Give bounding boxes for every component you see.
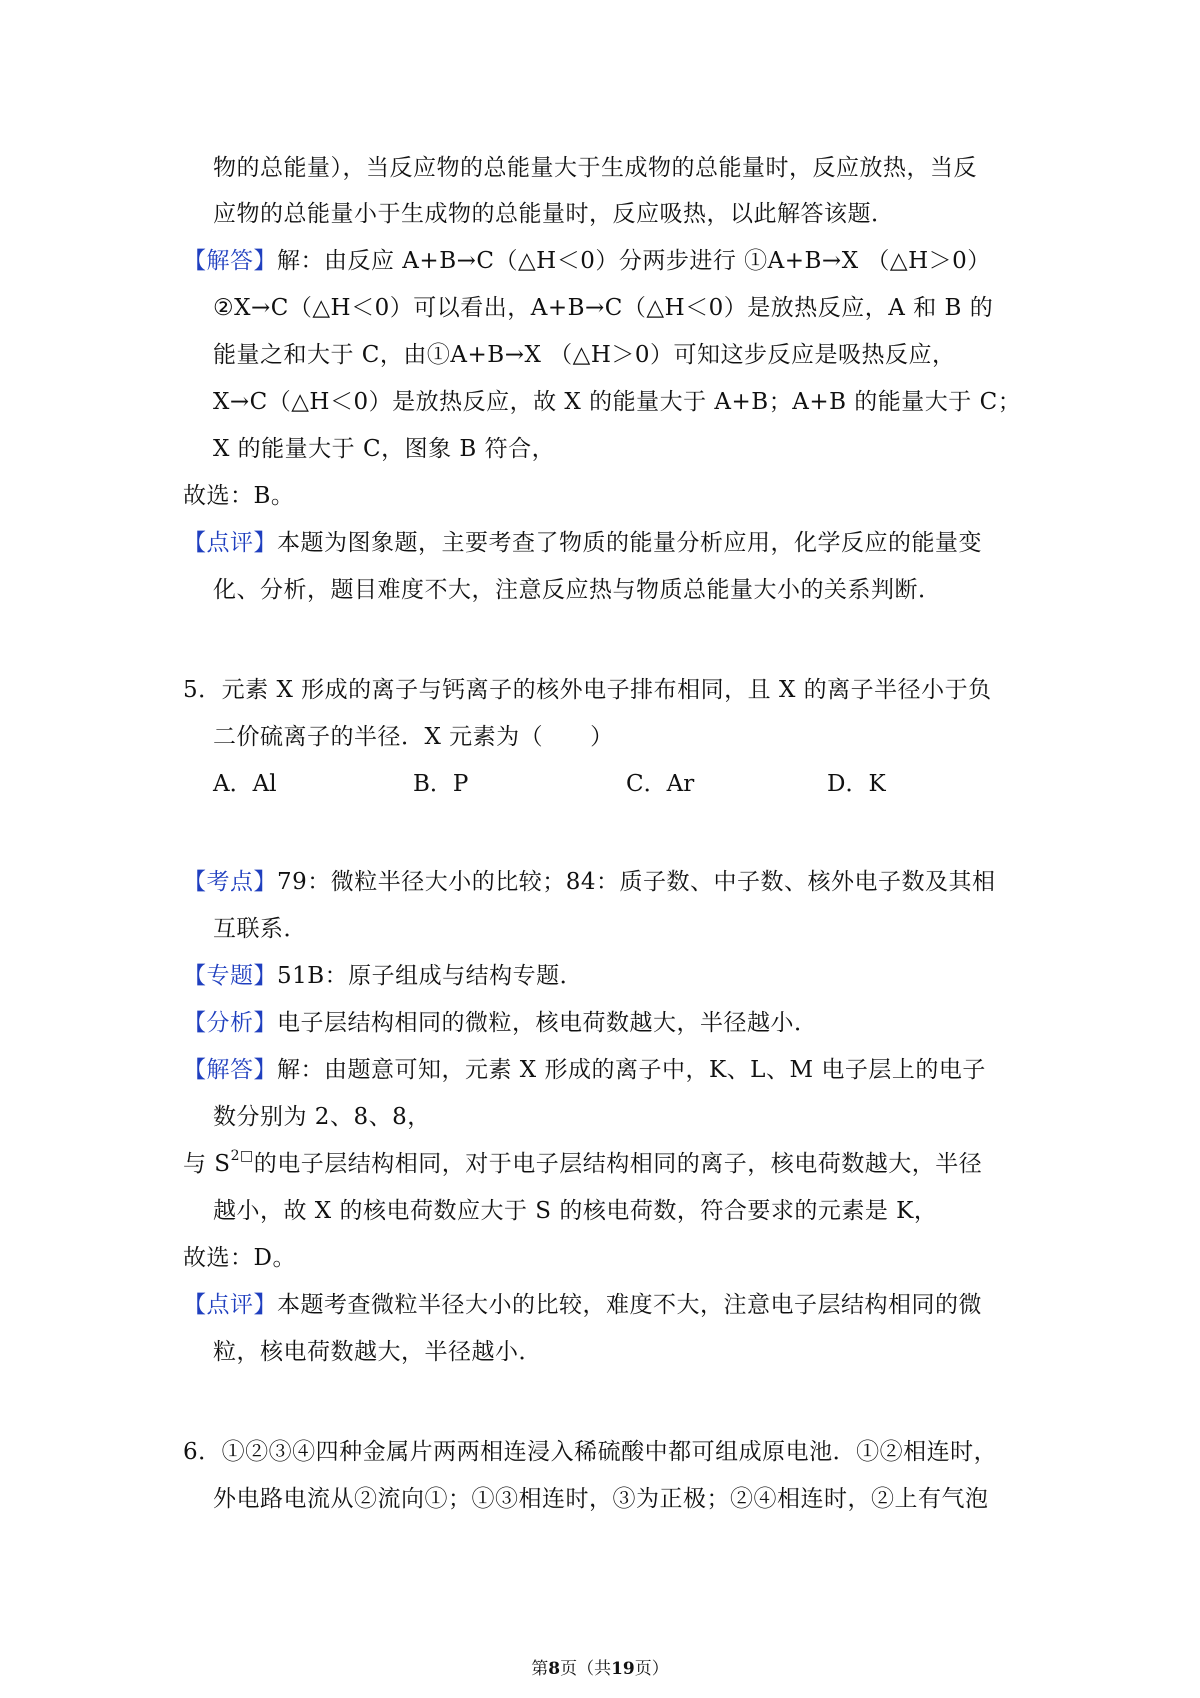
choice-line: 故选：D。: [183, 1245, 296, 1271]
comment-text: 本题为图象题，主要考查了物质的能量分析应用，化学反应的能量变: [277, 530, 982, 556]
answer-line: [183, 1148, 982, 1180]
kaodian-line: 互联系．: [213, 916, 307, 942]
comment-tag: 【点评】: [183, 530, 277, 556]
kaodian-block: [183, 866, 996, 898]
page-footer: [0, 1658, 1200, 1680]
answer-tag: 【解答】: [183, 248, 277, 274]
charge-superscript: 2□: [230, 1148, 254, 1165]
answer-text: 解：由题意可知，元素 X 形成的离子中，K、L、M 电子层上的电子: [277, 1057, 986, 1083]
answer-post: 的电子层结构相同，对于电子层结构相同的离子，核电荷数越大，半径: [253, 1151, 983, 1177]
analysis-continuation-line: 物的总能量），当反应物的总能量大于生成物的总能量时，反应放热，当反: [213, 155, 977, 181]
option-c: C．Ar: [626, 771, 695, 797]
kaodian-text: 79：微粒半径大小的比较；84：质子数、中子数、核外电子数及其相: [277, 869, 996, 895]
answer-line: ②X→C（△H＜0）可以看出，A+B→C（△H＜0）是放热反应，A 和 B 的: [213, 295, 994, 321]
comment-tag: 【点评】: [183, 1292, 277, 1318]
comment-line: 粒，核电荷数越大，半径越小．: [213, 1339, 542, 1365]
footer-pre: 第: [531, 1659, 549, 1679]
answer-block: [183, 245, 991, 277]
answer-line: 越小，故 X 的核电荷数应大于 S 的核电荷数，符合要求的元素是 K，: [213, 1198, 938, 1224]
comment-text: 本题考查微粒半径大小的比较，难度不大，注意电子层结构相同的微: [277, 1292, 982, 1318]
footer-mid: 页（共: [560, 1659, 612, 1679]
answer-line: 能量之和大于 C，由①A+B→X （△H＞0）可知这步反应是吸热反应，: [213, 342, 956, 368]
analysis-continuation-line: 应物的总能量小于生成物的总能量时，反应吸热，以此解答该题．: [213, 201, 895, 227]
answer-text: 解：由反应 A+B→C（△H＜0）分两步进行 ①A+B→X （△H＞0）: [277, 248, 991, 274]
comment-block: [183, 527, 982, 559]
answer-tag: 【解答】: [183, 1057, 277, 1083]
fenxi-block: [183, 1007, 818, 1039]
answer-line: X 的能量大于 C，图象 B 符合，: [213, 436, 556, 462]
zhuanti-text: 51B：原子组成与结构专题．: [277, 963, 584, 989]
question-stem: 6．①②③④四种金属片两两相连浸入稀硫酸中都可组成原电池．①②相连时，: [183, 1439, 998, 1465]
question-stem: 二价硫离子的半径．X 元素为（ ）: [213, 724, 614, 750]
question-stem: 外电路电流从②流向①；①③相连时，③为正极；②④相连时，②上有气泡: [213, 1486, 989, 1512]
answer-pre: 与 S: [183, 1151, 231, 1177]
page-number: 8: [548, 1659, 561, 1679]
option-a: A．Al: [213, 771, 277, 797]
answer-line: X→C（△H＜0）是放热反应，故 X 的能量大于 A+B；A+B 的能量大于 C；: [213, 389, 1022, 415]
comment-block: [183, 1289, 982, 1321]
answer-block: [183, 1054, 986, 1086]
zhuanti-block: [183, 960, 583, 992]
kaodian-tag: 【考点】: [183, 869, 277, 895]
zhuanti-tag: 【专题】: [183, 963, 277, 989]
comment-line: 化、分析，题目难度不大，注意反应热与物质总能量大小的关系判断．: [213, 577, 942, 603]
option-d: D．K: [827, 771, 886, 797]
question-stem: 5．元素 X 形成的离子与钙离子的核外电子排布相同，且 X 的离子半径小于负: [183, 677, 992, 703]
footer-post: 页）: [634, 1659, 669, 1679]
fenxi-text: 电子层结构相同的微粒，核电荷数越大，半径越小．: [277, 1010, 818, 1036]
choice-line: 故选：B。: [183, 483, 295, 509]
option-b: B．P: [413, 771, 469, 797]
total-pages: 19: [611, 1659, 635, 1679]
fenxi-tag: 【分析】: [183, 1010, 277, 1036]
answer-line: 数分别为 2、8、8，: [213, 1104, 431, 1130]
